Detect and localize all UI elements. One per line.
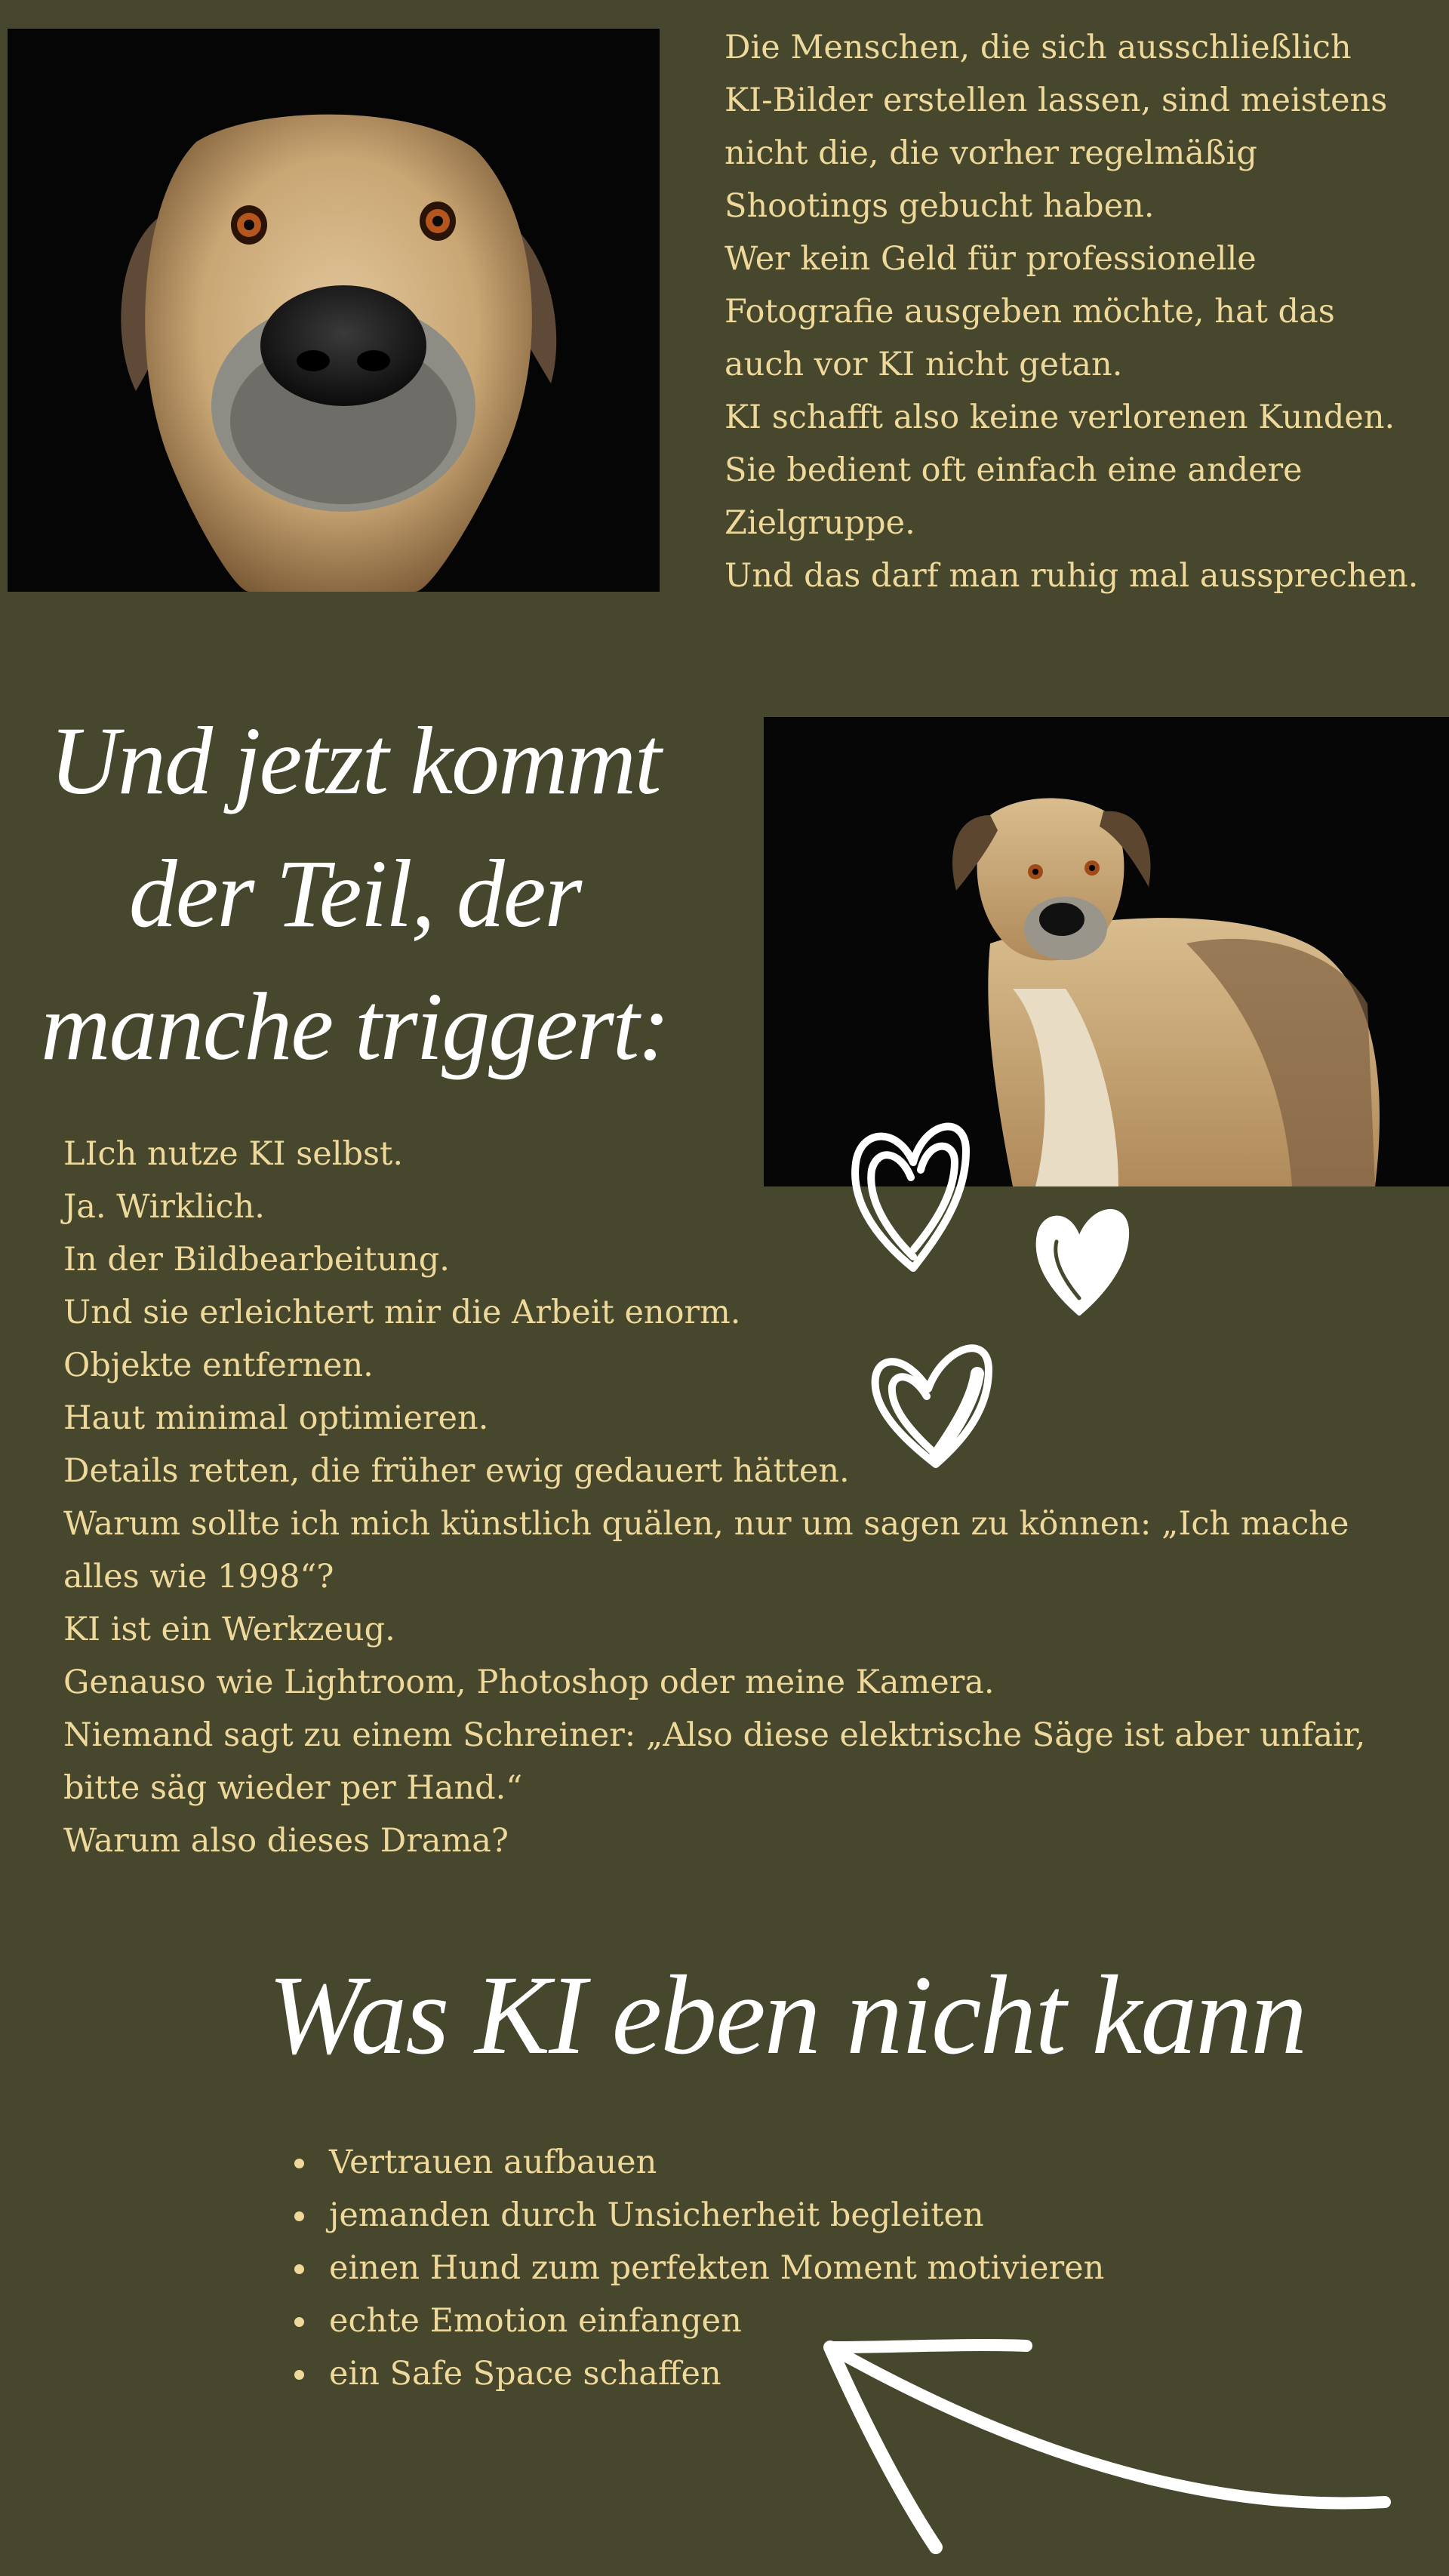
dog-closeup-photo: [8, 29, 660, 592]
heading-line: Und jetzt kommt: [49, 707, 660, 814]
text-line: Warum also dieses Drama?: [63, 1822, 509, 1860]
intro-paragraph: [724, 21, 1434, 602]
heading-line: manche triggert:: [41, 973, 669, 1080]
heading-line: der Teil, der: [128, 840, 581, 947]
text-line: Und das darf man ruhig mal aussprechen.: [724, 557, 1419, 595]
text-line: Die Menschen, die sich ausschließlich: [724, 29, 1352, 66]
ai-usage-paragraph: [63, 1128, 1422, 1867]
text-line: Fotografie ausgeben möchte, hat das: [724, 293, 1335, 331]
text-line: Haut minimal optimieren.: [63, 1399, 489, 1437]
text-line: Zielgruppe.: [724, 504, 915, 542]
text-line: Warum sollte ich mich künstlich quälen, nur um sagen zu können: „Ich mache: [63, 1505, 1349, 1543]
list-item: jemanden durch Unsicherheit begleiten: [294, 2189, 1200, 2242]
text-line: nicht die, die vorher regelmäßig: [724, 134, 1257, 172]
text-line: Ja. Wirklich.: [63, 1188, 265, 1226]
arrow-doodle-icon: [800, 2325, 1396, 2566]
text-line: Wer kein Geld für professionelle: [724, 240, 1257, 278]
text-line: Niemand sagt zu einem Schreiner: „Also diese elektrische Säge ist aber unfair,: [63, 1716, 1366, 1754]
text-line: bitte säg wieder per Hand.“: [63, 1769, 523, 1807]
text-line: auch vor KI nicht getan.: [724, 346, 1123, 383]
text-line: Objekte entfernen.: [63, 1346, 374, 1384]
list-item: einen Hund zum perfekten Moment motivieren: [294, 2242, 1200, 2294]
list-item: ein Safe Space schaffen: [294, 2347, 1200, 2400]
text-line: In der Bildbearbeitung.: [63, 1241, 450, 1279]
text-line: Shootings gebucht haben.: [724, 187, 1155, 225]
text-line: Sie bedient oft einfach eine andere: [724, 451, 1303, 489]
text-line: Und sie erleichtert mir die Arbeit enorm.: [63, 1294, 741, 1331]
text-line: KI-Bilder erstellen lassen, sind meistens: [724, 82, 1388, 119]
text-line: LIch nutze KI selbst.: [63, 1135, 404, 1173]
text-line: KI ist ein Werkzeug.: [63, 1611, 395, 1648]
text-line: KI schafft also keine verlorenen Kunden.: [724, 399, 1395, 436]
text-line: Details retten, die früher ewig gedauert hätten.: [63, 1452, 850, 1490]
text-line: Genauso wie Lightroom, Photoshop oder meine Kamera.: [63, 1663, 995, 1701]
list-item: echte Emotion einfangen: [294, 2294, 1200, 2347]
list-item: Vertrauen aufbauen: [294, 2136, 1200, 2189]
section-heading-limits: Was KI eben nicht kann: [268, 1953, 1306, 2078]
text-line: alles wie 1998“?: [63, 1558, 334, 1596]
section-heading-trigger: [23, 694, 687, 1093]
